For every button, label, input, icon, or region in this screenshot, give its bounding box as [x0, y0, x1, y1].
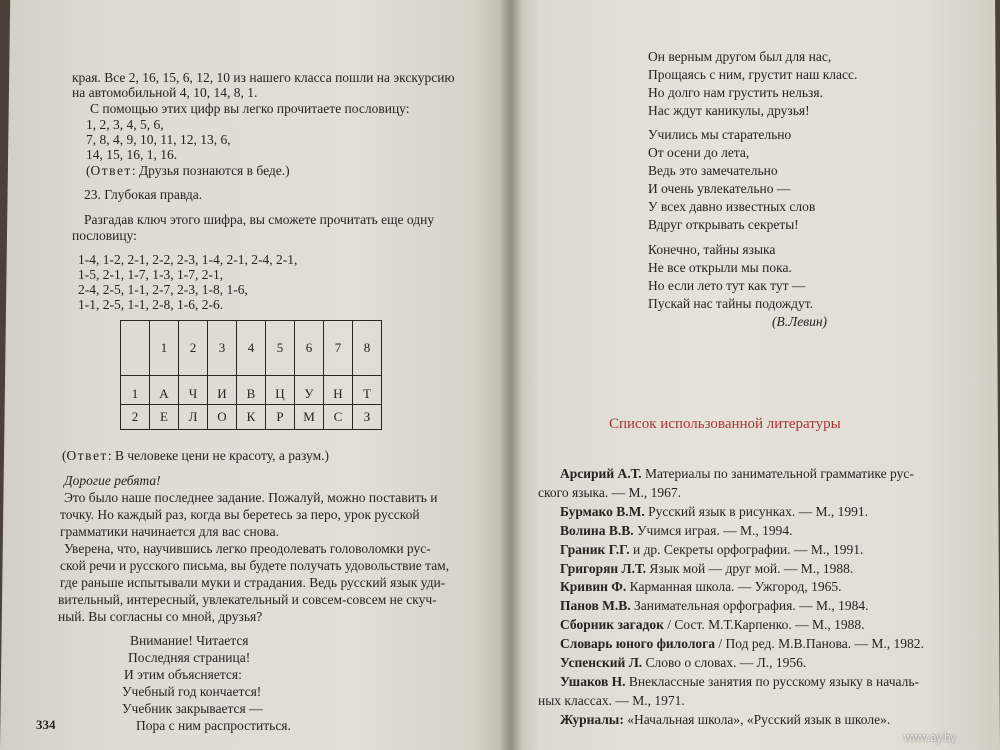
cipher2-line: 2-4, 2-5, 1-1, 2-7, 2-3, 1-8, 1-6,: [78, 282, 248, 297]
page-number: 334: [36, 717, 56, 732]
literature-entry: [538, 560, 930, 579]
book-gutter: [500, 0, 522, 750]
cipher-cell: Р: [266, 405, 295, 430]
literature-entry: [538, 465, 930, 503]
cipher-cell: М: [295, 405, 324, 430]
para1-line: точку. Но каждый раз, когда вы беретесь за перо, урок русской: [60, 507, 420, 522]
intro-line: на автомобильной 4, 10, 14, 8, 1.: [72, 85, 258, 100]
poem-line: Нас ждут каникулы, друзья!: [648, 103, 810, 118]
poem-line: От осени до лета,: [648, 145, 750, 160]
poem-author: (В.Левин): [772, 314, 828, 329]
literature-text: Материалы по занимательной грамматике рус-ского языка. — М., 1967.: [538, 466, 914, 500]
para2-line: ный. Вы согласны со мной, друзья?: [58, 609, 263, 624]
cipher-table-corner: [121, 321, 150, 376]
literature-text: Слово о словах. — Л., 1956.: [642, 655, 807, 671]
answer1: (Ответ: Друзья познаются в беде.): [86, 163, 290, 178]
hint-text: С помощью этих цифр вы легко прочитаете пословицу:: [90, 101, 410, 116]
literature-author: Бурмако В.М.: [560, 503, 645, 519]
greeting: Дорогие ребята!: [64, 473, 161, 488]
answer2-label: Ответ: [66, 448, 108, 463]
section-title: Список использованной литературы: [609, 416, 841, 432]
para2-line: ской речи и русского письма, вы будете получать удовольствие там,: [60, 558, 450, 573]
cipher-col-header: 7: [324, 321, 353, 376]
poem-line: Вдруг открывать секреты!: [648, 217, 799, 232]
literature-author: Словарь юного филолога: [560, 636, 716, 652]
poem-line: Но долго нам грустить нельзя.: [648, 85, 823, 100]
poem-line: Последняя страница!: [128, 650, 251, 665]
literature-text: / Под ред. М.В.Панова. — М., 1982.: [715, 636, 924, 652]
literature-author: Сборник загадок: [560, 617, 664, 633]
cipher-table: [120, 320, 382, 430]
poem-line: Внимание! Читается: [130, 633, 249, 648]
cipher-cell: Л: [179, 405, 208, 430]
answer2: (Ответ: В человеке цени не красоту, а разум.): [62, 448, 330, 463]
literature-text: «Начальная школа», «Русский язык в школе».: [623, 711, 891, 727]
task-title: 23. Глубокая правда.: [84, 187, 203, 202]
cipher-col-header: 1: [150, 321, 179, 376]
literature-entry: [538, 503, 930, 522]
literature-author: Журналы:: [560, 711, 624, 727]
para1-line: Это было наше последнее задание. Пожалуй, можно поставить и: [64, 490, 438, 505]
literature-author: Григорян Л.Т.: [560, 560, 646, 576]
poem-line: И очень увлекательно —: [648, 181, 791, 196]
literature-text: Карманная школа. — Ужгород, 1965.: [626, 579, 842, 595]
cipher2-line: 1-1, 2-5, 1-1, 2-8, 1-6, 2-6.: [78, 297, 224, 312]
literature-author: Успенский Л.: [560, 655, 643, 671]
answer2-text: : В человеке цени не красоту, а разум.): [107, 448, 330, 463]
literature-entry: [538, 711, 930, 730]
literature-entry: [538, 597, 930, 616]
literature-text: Занимательная орфография. — М., 1984.: [630, 598, 869, 614]
literature-author: Волина В.В.: [560, 522, 634, 538]
cipher-col-header: 6: [295, 321, 324, 376]
cipher-col-header: 8: [353, 321, 382, 376]
poem-line: Ведь это замечательно: [648, 163, 778, 178]
cipher-cell: Т: [353, 376, 382, 405]
cipher1-line: 1, 2, 3, 4, 5, 6,: [86, 117, 164, 132]
cipher2-line: 1-5, 2-1, 1-7, 1-3, 1-7, 2-1,: [78, 267, 224, 282]
cipher2-line: 1-4, 1-2, 2-1, 2-2, 2-3, 1-4, 2-1, 2-4, 2-1,: [78, 252, 298, 267]
para2-line: где раньше испытывали муки и страдания. Ведь русский язык уди-: [60, 575, 446, 590]
para1-line: грамматики начинается для вас снова.: [60, 524, 280, 539]
cipher-col-header: 2: [179, 321, 208, 376]
literature-entry: [538, 635, 930, 654]
cipher-cell: У: [295, 376, 324, 405]
poem-line: Пускай нас тайны подождут.: [648, 296, 814, 311]
cipher-cell: Ц: [266, 376, 295, 405]
literature-text: Внеклассные занятия по русскому языку в началь-ных классах. — М., 1971.: [538, 673, 920, 708]
cipher-table-row: [121, 376, 382, 405]
cipher-table-header: [121, 321, 382, 376]
cipher-cell: И: [208, 376, 237, 405]
intro-line: края. Все 2, 16, 15, 6, 12, 10 из нашего класса пошли на экскурсию: [72, 70, 455, 85]
literature-list: [538, 465, 930, 730]
poem-line: Прощаясь с ним, грустит наш класс.: [648, 67, 858, 82]
poem-line: И этим объясняется:: [124, 667, 242, 682]
literature-entry: [538, 578, 930, 597]
poem-line: Пора с ним распроститься.: [136, 718, 291, 733]
literature-entry: [538, 541, 930, 560]
literature-entry: [538, 522, 930, 541]
watermark: www.ay.by: [904, 732, 956, 744]
cipher-cell: Е: [150, 405, 179, 430]
cipher-col-header: 4: [237, 321, 266, 376]
cipher-cell: Ч: [179, 376, 208, 405]
literature-text: Русский язык в рисунках. — М., 1991.: [644, 503, 869, 519]
answer1-label: Ответ: [90, 163, 132, 178]
cipher-col-header: 5: [266, 321, 295, 376]
literature-author: Граник Г.Г.: [560, 541, 630, 557]
poem-line: У всех давно известных слов: [648, 199, 816, 214]
poem-line: Конечно, тайны языка: [648, 242, 776, 257]
cipher1-line: 14, 15, 16, 1, 16.: [86, 147, 178, 162]
cipher-cell: О: [208, 405, 237, 430]
literature-author: Кривин Ф.: [560, 579, 627, 595]
para2-line: вительный, интересный, увлекательный и совсем-совсем не скуч-: [58, 592, 437, 607]
cipher-cell: К: [237, 405, 266, 430]
cipher-cell: Н: [324, 376, 353, 405]
cipher-cell: А: [150, 376, 179, 405]
literature-entry: [538, 654, 930, 673]
cipher-cell: В: [237, 376, 266, 405]
para2-line: Уверена, что, научившись легко преодолевать головоломки рус-: [64, 541, 431, 556]
cipher-row-label: 2: [121, 405, 150, 430]
cipher1-line: 7, 8, 4, 9, 10, 11, 12, 13, 6,: [86, 132, 231, 147]
literature-text: Учимся играя. — М., 1994.: [633, 522, 793, 538]
literature-text: и др. Секреты орфографии. — М., 1991.: [629, 541, 864, 557]
poem-line: Но если лето тут как тут —: [648, 278, 806, 293]
cipher-row-label: 1: [121, 376, 150, 405]
literature-entry: [538, 673, 930, 711]
poem-line: Не все открыли мы пока.: [648, 260, 792, 275]
task-text-line: Разгадав ключ этого шифра, вы сможете прочитать еще одну: [84, 212, 435, 227]
answer1-text: : Друзья познаются в беде.): [131, 163, 290, 178]
poem-line: Учились мы старательно: [648, 127, 792, 142]
literature-text: / Сост. М.Т.Карпенко. — М., 1988.: [663, 617, 865, 633]
literature-author: Арсирий А.Т.: [560, 466, 642, 481]
cipher-cell: З: [353, 405, 382, 430]
poem-line: Учебный год кончается!: [122, 684, 262, 699]
cipher-cell: С: [324, 405, 353, 430]
cipher-col-header: 3: [208, 321, 237, 376]
literature-author: Ушаков Н.: [560, 673, 626, 689]
literature-text: Язык мой — друг мой. — М., 1988.: [646, 560, 854, 576]
literature-entry: [538, 616, 930, 635]
poem-line: Он верным другом был для нас,: [648, 49, 832, 64]
poem-line: Учебник закрывается —: [122, 701, 263, 716]
task-text-line: пословицу:: [72, 228, 137, 243]
cipher-table-row: [121, 405, 382, 430]
literature-author: Панов М.В.: [560, 598, 631, 614]
